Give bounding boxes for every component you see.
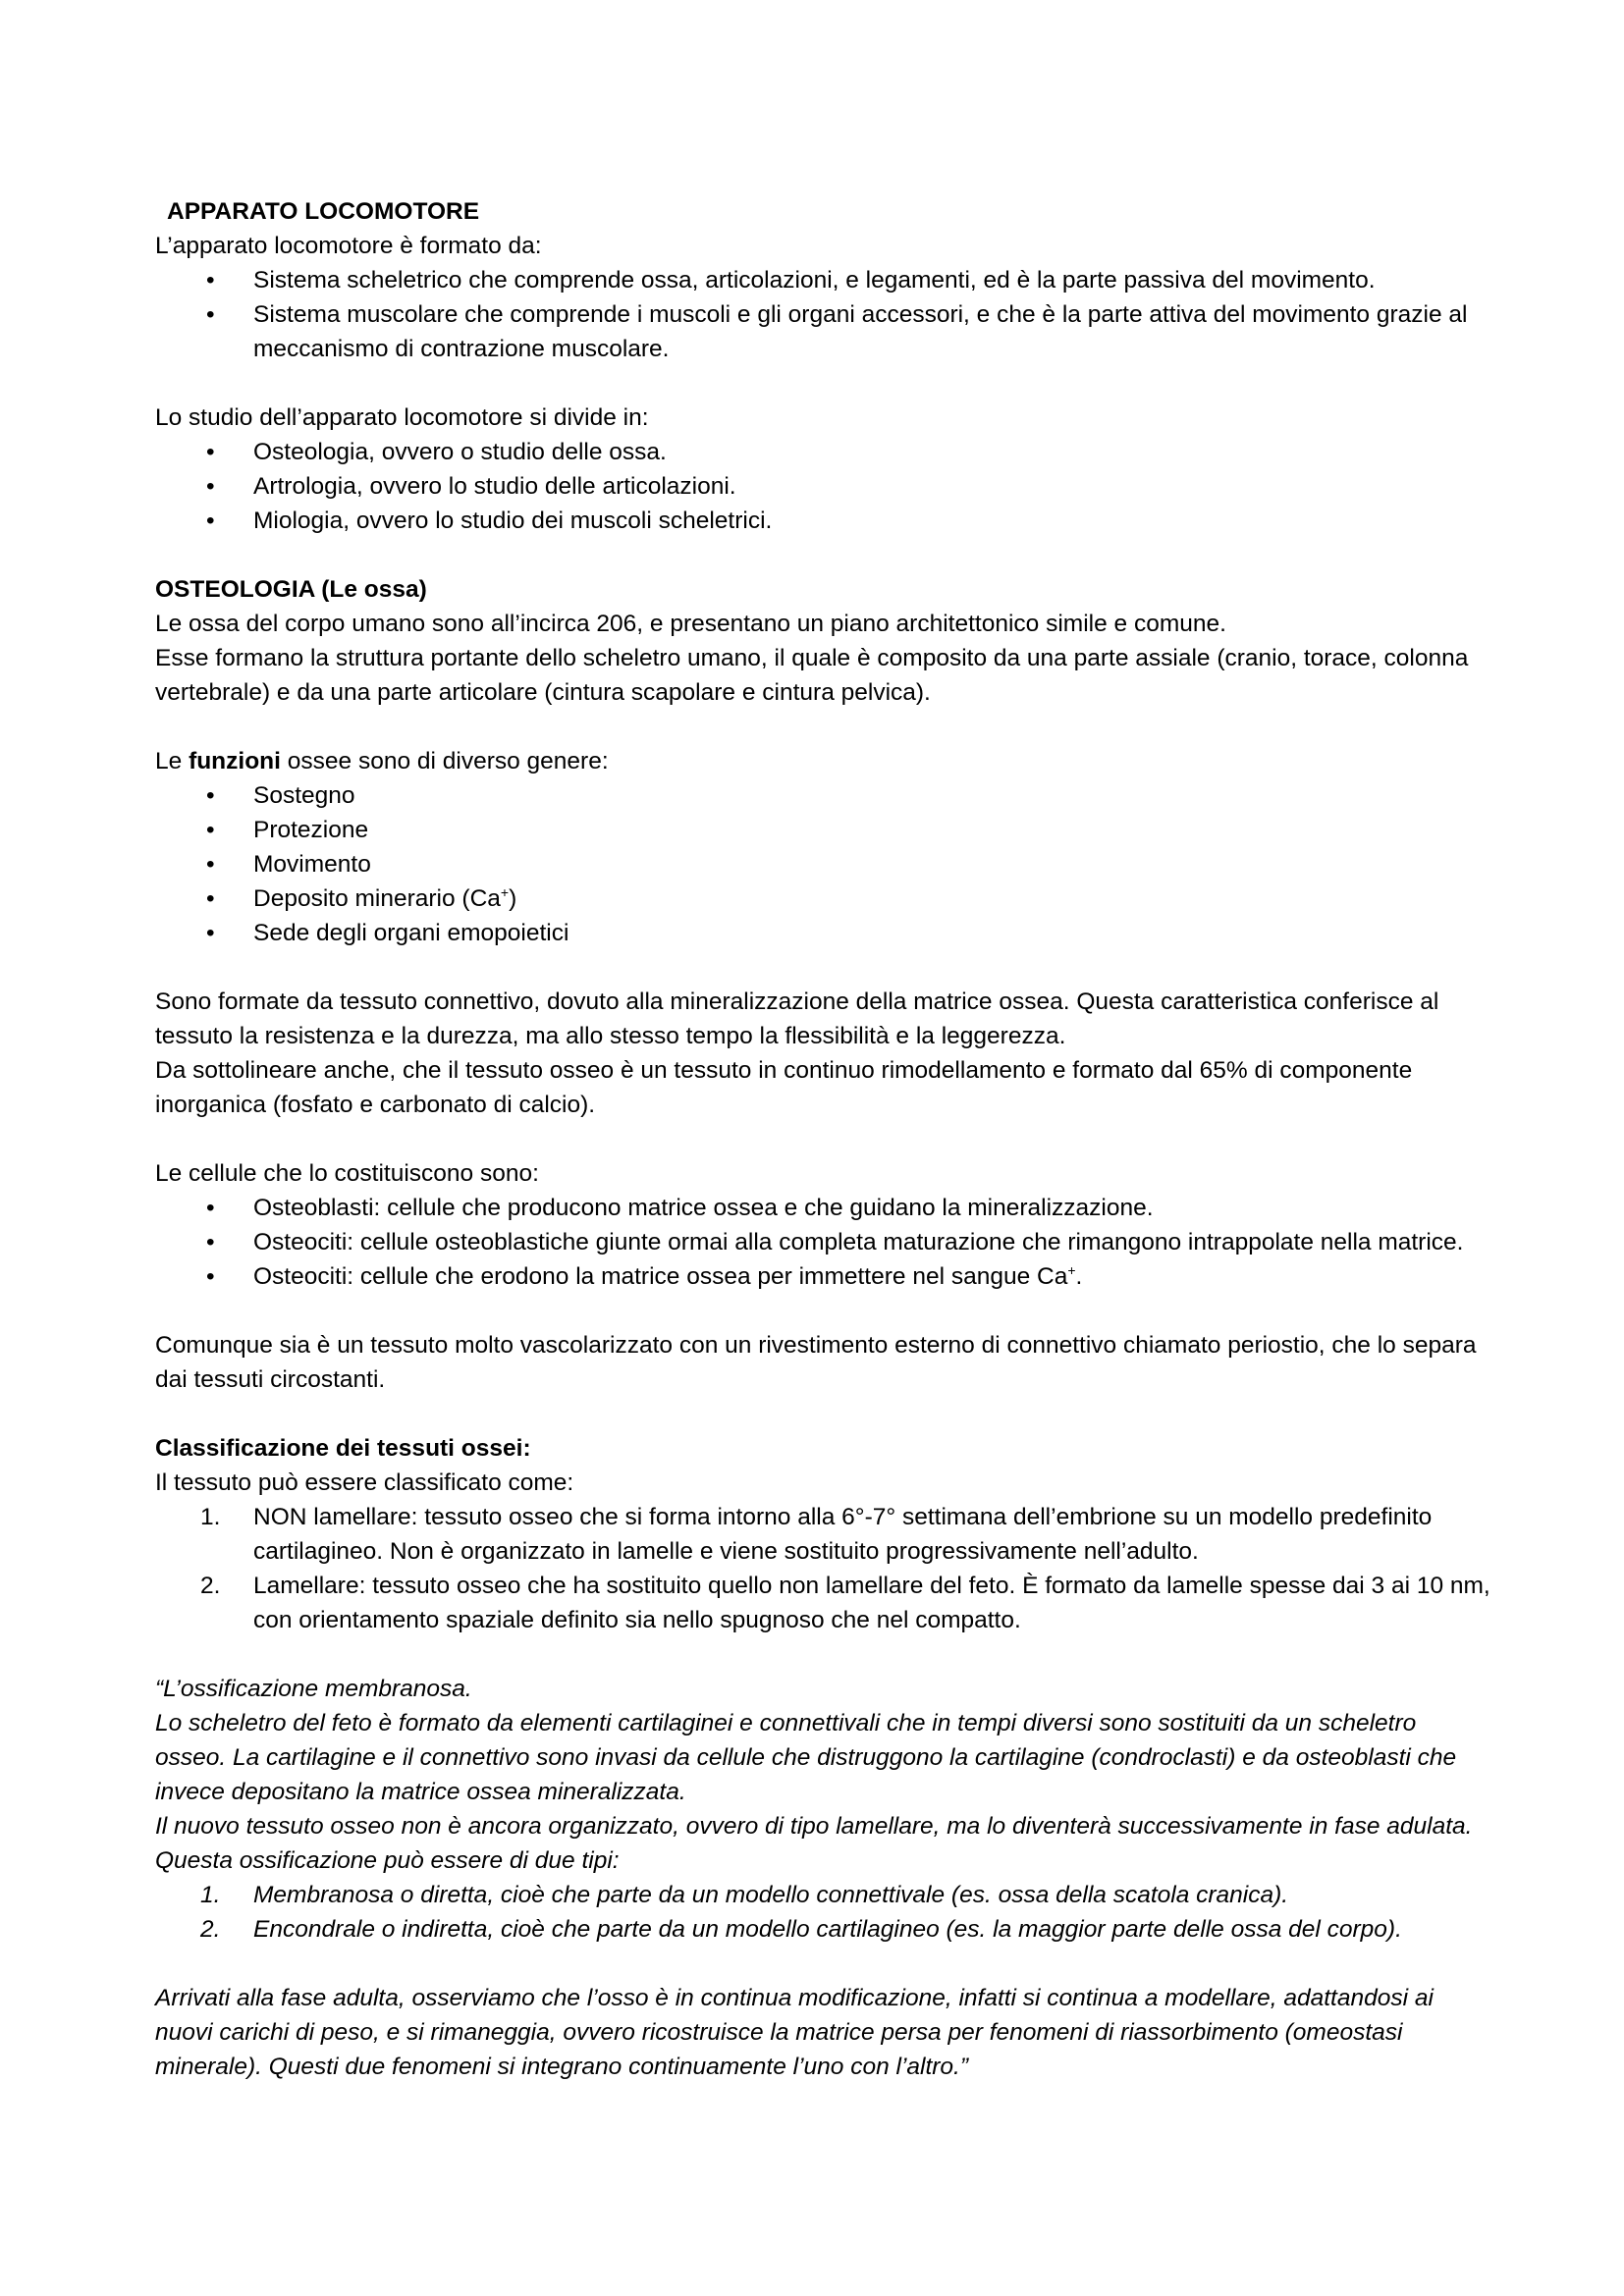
classification-intro: Il tessuto può essere classificato come: xyxy=(155,1469,574,1496)
list-item-text: Osteociti: cellule che erodono la matrice ossea per immettere nel sangue Ca xyxy=(253,1263,1068,1290)
list-item-text: Lamellare: tessuto osseo che ha sostituito quello non lamellare del feto. È formato da lamelle spesse dai 3 ai 10 nm, con orientamento spaziale definito sia nello spugnoso che nel compatto. xyxy=(253,1573,1490,1633)
bullet-marker: • xyxy=(206,885,215,912)
cells-intro: Le cellule che lo costituiscono sono: xyxy=(155,1160,539,1187)
quote-block xyxy=(155,1672,1490,2084)
list-item xyxy=(155,469,1490,504)
list-item xyxy=(155,847,1490,881)
list-item xyxy=(155,778,1490,813)
functions-intro xyxy=(155,744,1490,778)
quote-paragraph: Lo scheletro del feto è formato da elementi cartilaginei e connettivali che in tempi diversi sono sostituiti da un scheletro osseo. La cartilagine e il connettivo sono invasi da cellule che distruggono la cartilagine (condroclasti) e da osteoblasti che invece depositano la matrice ossea mineralizzata. xyxy=(155,1710,1457,1805)
bullet-marker: • xyxy=(206,267,215,294)
bullet-marker: • xyxy=(206,301,215,328)
list-item xyxy=(155,813,1490,847)
list-item-text: Protezione xyxy=(253,817,369,843)
bullet-marker: • xyxy=(206,1263,215,1290)
tissue-paragraph: Da sottolineare anche, che il tessuto osseo è un tessuto in continuo rimodellamento e formato dal 65% di componente inorganica (fosfato e carbonato di calcio). xyxy=(155,1057,1413,1118)
list-item xyxy=(155,1225,1490,1259)
list-item-text: Membranosa o diretta, cioè che parte da un modello connettivale (es. ossa della scatola cranica). xyxy=(253,1882,1289,1908)
list-item-text: Osteoblasti: cellule che producono matrice ossea e che guidano la mineralizzazione. xyxy=(253,1195,1154,1221)
list-item-text: Sistema scheletrico che comprende ossa, articolazioni, e legamenti, ed è la parte passiva del movimento. xyxy=(253,267,1376,294)
list-item-text: . xyxy=(1075,1263,1083,1290)
document-page xyxy=(155,194,1490,2084)
list-item-text: Artrologia, ovvero lo studio delle articolazioni. xyxy=(253,473,736,500)
bullet-marker: • xyxy=(206,439,215,465)
osteologia-heading: OSTEOLOGIA (Le ossa) xyxy=(155,576,427,603)
list-item-text: Osteologia, ovvero o studio delle ossa. xyxy=(253,439,667,465)
functions-prefix: Le xyxy=(155,748,189,774)
functions-list xyxy=(155,778,1490,950)
bullet-marker: • xyxy=(206,920,215,946)
cells-list xyxy=(155,1191,1490,1294)
classification-heading: Classificazione dei tessuti ossei: xyxy=(155,1435,531,1462)
bullet-marker: • xyxy=(206,1195,215,1221)
bullet-marker: • xyxy=(206,782,215,809)
document-title: APPARATO LOCOMOTORE xyxy=(167,198,480,225)
intro-text: L’apparato locomotore è formato da: xyxy=(155,233,542,259)
number-marker: 1. xyxy=(200,1882,221,1908)
list-item-text: Osteociti: cellule osteoblastiche giunte ormai alla completa maturazione che rimangono intrappolate nella matrice. xyxy=(253,1229,1464,1255)
list-item-text: Sostegno xyxy=(253,782,355,809)
number-marker: 1. xyxy=(200,1504,221,1530)
vascular-paragraph: Comunque sia è un tessuto molto vascolarizzato con un rivestimento esterno di connettivo chiamato periostio, che lo separa dai tessuti circostanti. xyxy=(155,1332,1477,1393)
list-item xyxy=(155,297,1490,366)
list-item-text: Miologia, ovvero lo studio dei muscoli scheletrici. xyxy=(253,507,773,534)
list-item xyxy=(155,1259,1490,1294)
list-item xyxy=(155,435,1490,469)
quote-closing: Arrivati alla fase adulta, osserviamo che l’osso è in continua modificazione, infatti si continua a modellare, adattandosi ai nuovi carichi di peso, e si rimaneggia, ovvero ricostruisce la matrice persa per fenomeni di riassorbimento (omeostasi minerale). Questi due fenomeni si integrano continuamente l’uno con l’altro.” xyxy=(155,1985,1434,2080)
list-item-text: NON lamellare: tessuto osseo che si forma intorno alla 6°-7° settimana dell’embrione su un modello predefinito cartilagineo. Non è organizzato in lamelle e viene sostituito progressivamente nell’adulto. xyxy=(253,1504,1433,1565)
quote-paragraph: Questa ossificazione può essere di due tipi: xyxy=(155,1847,620,1874)
quote-list xyxy=(155,1878,1490,1947)
list-item xyxy=(155,881,1490,916)
tissue-paragraph: Sono formate da tessuto connettivo, dovuto alla mineralizzazione della matrice ossea. Questa caratteristica conferisce al tessuto la resistenza e la durezza, ma allo stesso tempo la flessibilità e la leggerezza. xyxy=(155,988,1439,1049)
list-item-text: Deposito minerario (Ca xyxy=(253,885,501,912)
functions-bold-word: funzioni xyxy=(189,748,281,774)
number-marker: 2. xyxy=(200,1573,221,1599)
bullet-marker: • xyxy=(206,473,215,500)
bullet-marker: • xyxy=(206,851,215,878)
classification-list xyxy=(155,1500,1490,1637)
study-intro-text: Lo studio dell’apparato locomotore si divide in: xyxy=(155,404,649,431)
quote-paragraph: Il nuovo tessuto osseo non è ancora organizzato, ovvero di tipo lamellare, ma lo diventerà successivamente in fase adulata. xyxy=(155,1813,1473,1840)
intro-list xyxy=(155,263,1490,366)
functions-suffix: ossee sono di diverso genere: xyxy=(280,748,609,774)
list-item-text: Movimento xyxy=(253,851,371,878)
list-item-text: ) xyxy=(509,885,517,912)
osteologia-paragraph: Le ossa del corpo umano sono all’incirca 206, e presentano un piano architettonico simile e comune. xyxy=(155,611,1226,637)
list-item xyxy=(155,916,1490,950)
list-item xyxy=(155,1500,1490,1569)
list-item-text: Encondrale o indiretta, cioè che parte da un modello cartilagineo (es. la maggior parte delle ossa del corpo). xyxy=(253,1916,1402,1943)
list-item xyxy=(155,1878,1490,1912)
list-item-text: Sede degli organi emopoietici xyxy=(253,920,569,946)
list-item xyxy=(155,1191,1490,1225)
list-item xyxy=(155,504,1490,538)
bullet-marker: • xyxy=(206,507,215,534)
list-item xyxy=(155,263,1490,297)
study-list xyxy=(155,435,1490,538)
list-item-text: Sistema muscolare che comprende i muscoli e gli organi accessori, e che è la parte attiva del movimento grazie al meccanismo di contrazione muscolare. xyxy=(253,301,1468,362)
bullet-marker: • xyxy=(206,1229,215,1255)
number-marker: 2. xyxy=(200,1916,221,1943)
superscript: + xyxy=(1067,1261,1076,1278)
list-item xyxy=(155,1912,1490,1947)
list-item xyxy=(155,1569,1490,1637)
superscript: + xyxy=(500,883,510,900)
bullet-marker: • xyxy=(206,817,215,843)
osteologia-paragraph: Esse formano la struttura portante dello scheletro umano, il quale è composito da una parte assiale (cranio, torace, colonna vertebrale) e da una parte articolare (cintura scapolare e cintura pelvica). xyxy=(155,645,1469,706)
quote-heading: “L’ossificazione membranosa. xyxy=(155,1676,472,1702)
